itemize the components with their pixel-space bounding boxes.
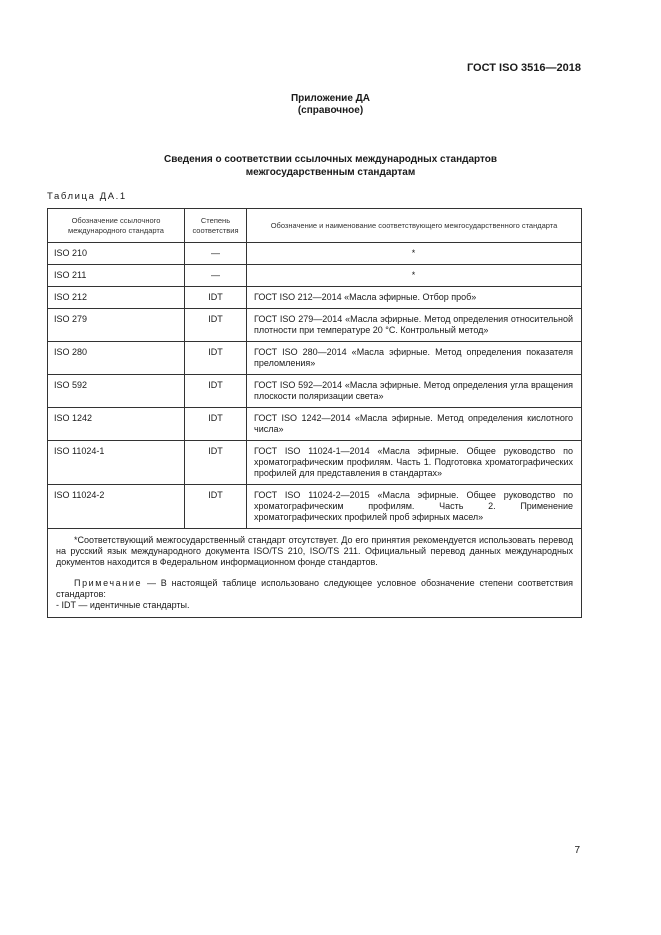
cell-standard: ISO 1242 (48, 408, 185, 441)
cell-degree: IDT (185, 375, 247, 408)
cell-name: ГОСТ ISO 11024-1—2014 «Масла эфирные. Общее руководство по хроматографическим профилям. Часть 1. Подготовка хроматографических профилей для представления в стандартах» (247, 441, 582, 485)
cell-name: ГОСТ ISO 279—2014 «Масла эфирные. Метод определения относительной плотности при температуре 20 °С. Контрольный метод» (247, 309, 582, 342)
cell-degree: — (185, 243, 247, 265)
table-row (48, 287, 582, 309)
note-label: Примечание (74, 578, 143, 588)
cell-name: ГОСТ ISO 280—2014 «Масла эфирные. Метод определения показателя преломления» (247, 342, 582, 375)
annex-heading (0, 93, 661, 117)
section-title (0, 153, 661, 179)
cell-name: ГОСТ ISO 212—2014 «Масла эфирные. Отбор проб» (247, 287, 582, 309)
cell-standard: ISO 280 (48, 342, 185, 375)
cell-degree: IDT (185, 342, 247, 375)
cell-degree: IDT (185, 309, 247, 342)
header-degree: Степень соответствия (185, 209, 247, 243)
table-caption: Таблица ДА.1 (47, 191, 127, 202)
cell-degree: — (185, 265, 247, 287)
cell-degree: IDT (185, 485, 247, 529)
cell-name: ГОСТ ISO 11024-2—2015 «Масла эфирные. Общее руководство по хроматографическим профилям. Часть 2. Применение хроматографических профилей проб эфирных масел» (247, 485, 582, 529)
table-row (48, 342, 582, 375)
section-title-line2: межгосударственным стандартам (245, 167, 416, 178)
table-footnote: *Соответствующий межгосударственный стандарт отсутствует. До его принятия рекомендуется использовать перевод на русский язык международного документа ISO/TS 210, ISO/TS 211. Официальный перевод данных международных документов находится в Федеральном информационном фонде стандартов. (56, 535, 573, 567)
cell-degree: IDT (185, 287, 247, 309)
cell-standard: ISO 279 (48, 309, 185, 342)
note-text: — В настоящей таблице использовано следующее условное обозначение степени соответствия стандартов: (56, 578, 573, 599)
table-row (48, 375, 582, 408)
cell-name: * (247, 265, 582, 287)
cell-standard: ISO 11024-1 (48, 441, 185, 485)
page-number: 7 (574, 845, 580, 856)
cell-name: * (247, 243, 582, 265)
table-row (48, 243, 582, 265)
note-item: - IDT — идентичные стандарты. (56, 600, 190, 610)
annex-title: Приложение ДА (290, 93, 371, 104)
cell-standard: ISO 210 (48, 243, 185, 265)
cell-name: ГОСТ ISO 592—2014 «Масла эфирные. Метод определения угла вращения плоскости поляризации света» (247, 375, 582, 408)
cell-standard: ISO 212 (48, 287, 185, 309)
table-notes (48, 529, 582, 618)
table-note (56, 578, 573, 600)
cell-degree: IDT (185, 441, 247, 485)
header-international-standard: Обозначение ссылочного международного стандарта (48, 209, 185, 243)
cell-degree: IDT (185, 408, 247, 441)
header-interstate-standard: Обозначение и наименование соответствующего межгосударственного стандарта (247, 209, 582, 243)
correspondence-table (47, 208, 582, 618)
section-title-line1: Сведения о соответствии ссылочных международных стандартов (163, 154, 498, 165)
table-row (48, 309, 582, 342)
annex-subtitle: (справочное) (297, 105, 364, 116)
cell-standard: ISO 11024-2 (48, 485, 185, 529)
cell-standard: ISO 211 (48, 265, 185, 287)
table-row (48, 408, 582, 441)
cell-name: ГОСТ ISO 1242—2014 «Масла эфирные. Метод определения кислотного числа» (247, 408, 582, 441)
table-row (48, 485, 582, 529)
table-header-row (48, 209, 582, 243)
table-notes-row (48, 529, 582, 618)
table-row (48, 441, 582, 485)
cell-standard: ISO 592 (48, 375, 185, 408)
table-row (48, 265, 582, 287)
document-id: ГОСТ ISO 3516—2018 (466, 62, 581, 74)
